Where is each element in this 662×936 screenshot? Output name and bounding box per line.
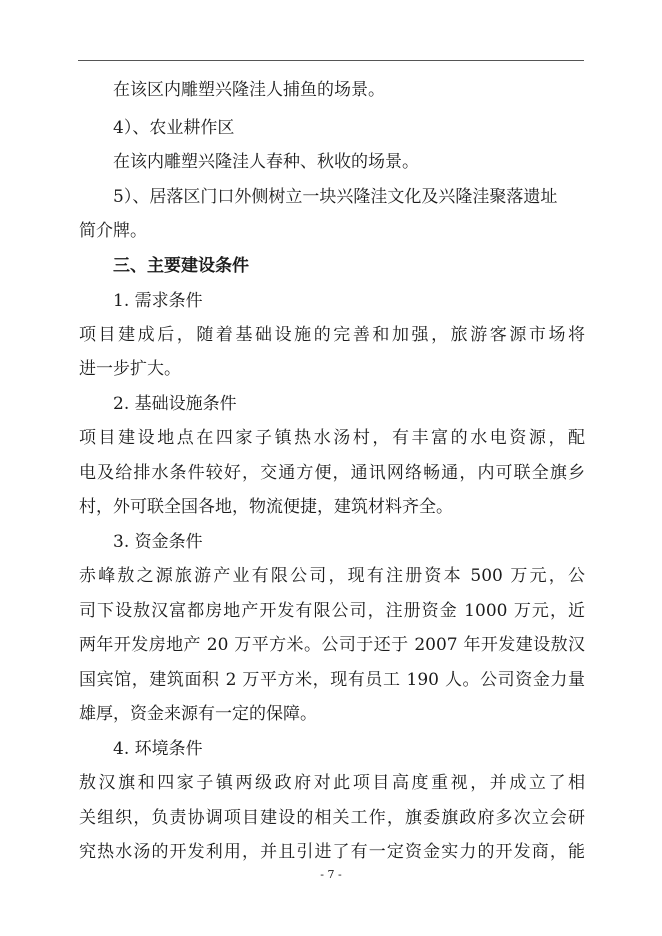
section-heading-3: 三、主要建设条件: [113, 256, 249, 276]
environment-line-2: 关组织，负责协调项目建设的相关工作，旗委旗政府多次立会研: [79, 808, 585, 828]
environment-line-1: 敖汉旗和四家子镇两级政府对此项目高度重视，并成立了相: [79, 773, 585, 793]
funding-line-1: 赤峰敖之源旅游产业有限公司，现有注册资本 500 万元，公: [79, 566, 585, 586]
demand-line-2: 进一步扩大。: [79, 359, 181, 379]
subheading-funding: 3. 资金条件: [113, 532, 203, 552]
funding-line-2: 司下设敖汉富都房地产开发有限公司，注册资金 1000 万元，近: [79, 601, 585, 621]
funding-line-5: 雄厚，资金来源有一定的保障。: [79, 704, 317, 724]
item-5-line-1: 5）、居落区门口外侧树立一块兴隆洼文化及兴隆洼聚落遗址: [113, 187, 558, 207]
page-number: - 7 -: [320, 868, 342, 881]
item-4-farming-zone: 4）、农业耕作区: [113, 118, 235, 138]
subheading-environment: 4. 环境条件: [113, 739, 203, 759]
subheading-infrastructure: 2. 基础设施条件: [113, 394, 237, 414]
paragraph-farming-desc: 在该内雕塑兴隆洼人春种、秋收的场景。: [113, 152, 419, 172]
header-rule: [78, 60, 584, 61]
infrastructure-line-2: 电及给排水条件较好，交通方便，通讯网络畅通，内可联全旗乡: [79, 463, 585, 483]
infrastructure-line-1: 项目建设地点在四家子镇热水汤村，有丰富的水电资源，配: [79, 428, 585, 448]
item-5-line-2: 简介牌。: [79, 221, 147, 241]
infrastructure-line-3: 村，外可联全国各地，物流便捷，建筑材料齐全。: [79, 497, 453, 517]
paragraph-zone3-desc: 在该区内雕塑兴隆洼人捕鱼的场景。: [113, 80, 385, 100]
funding-line-3: 两年开发房地产 20 万平方米。公司于还于 2007 年开发建设敖汉: [79, 635, 585, 655]
subheading-demand: 1. 需求条件: [113, 291, 203, 311]
demand-line-1: 项目建成后，随着基础设施的完善和加强，旅游客源市场将: [79, 325, 585, 345]
funding-line-4: 国宾馆，建筑面积 2 万平方米，现有员工 190 人。公司资金力量: [79, 670, 585, 690]
environment-line-3: 究热水汤的开发利用，并且引进了有一定资金实力的开发商，能: [79, 842, 585, 862]
